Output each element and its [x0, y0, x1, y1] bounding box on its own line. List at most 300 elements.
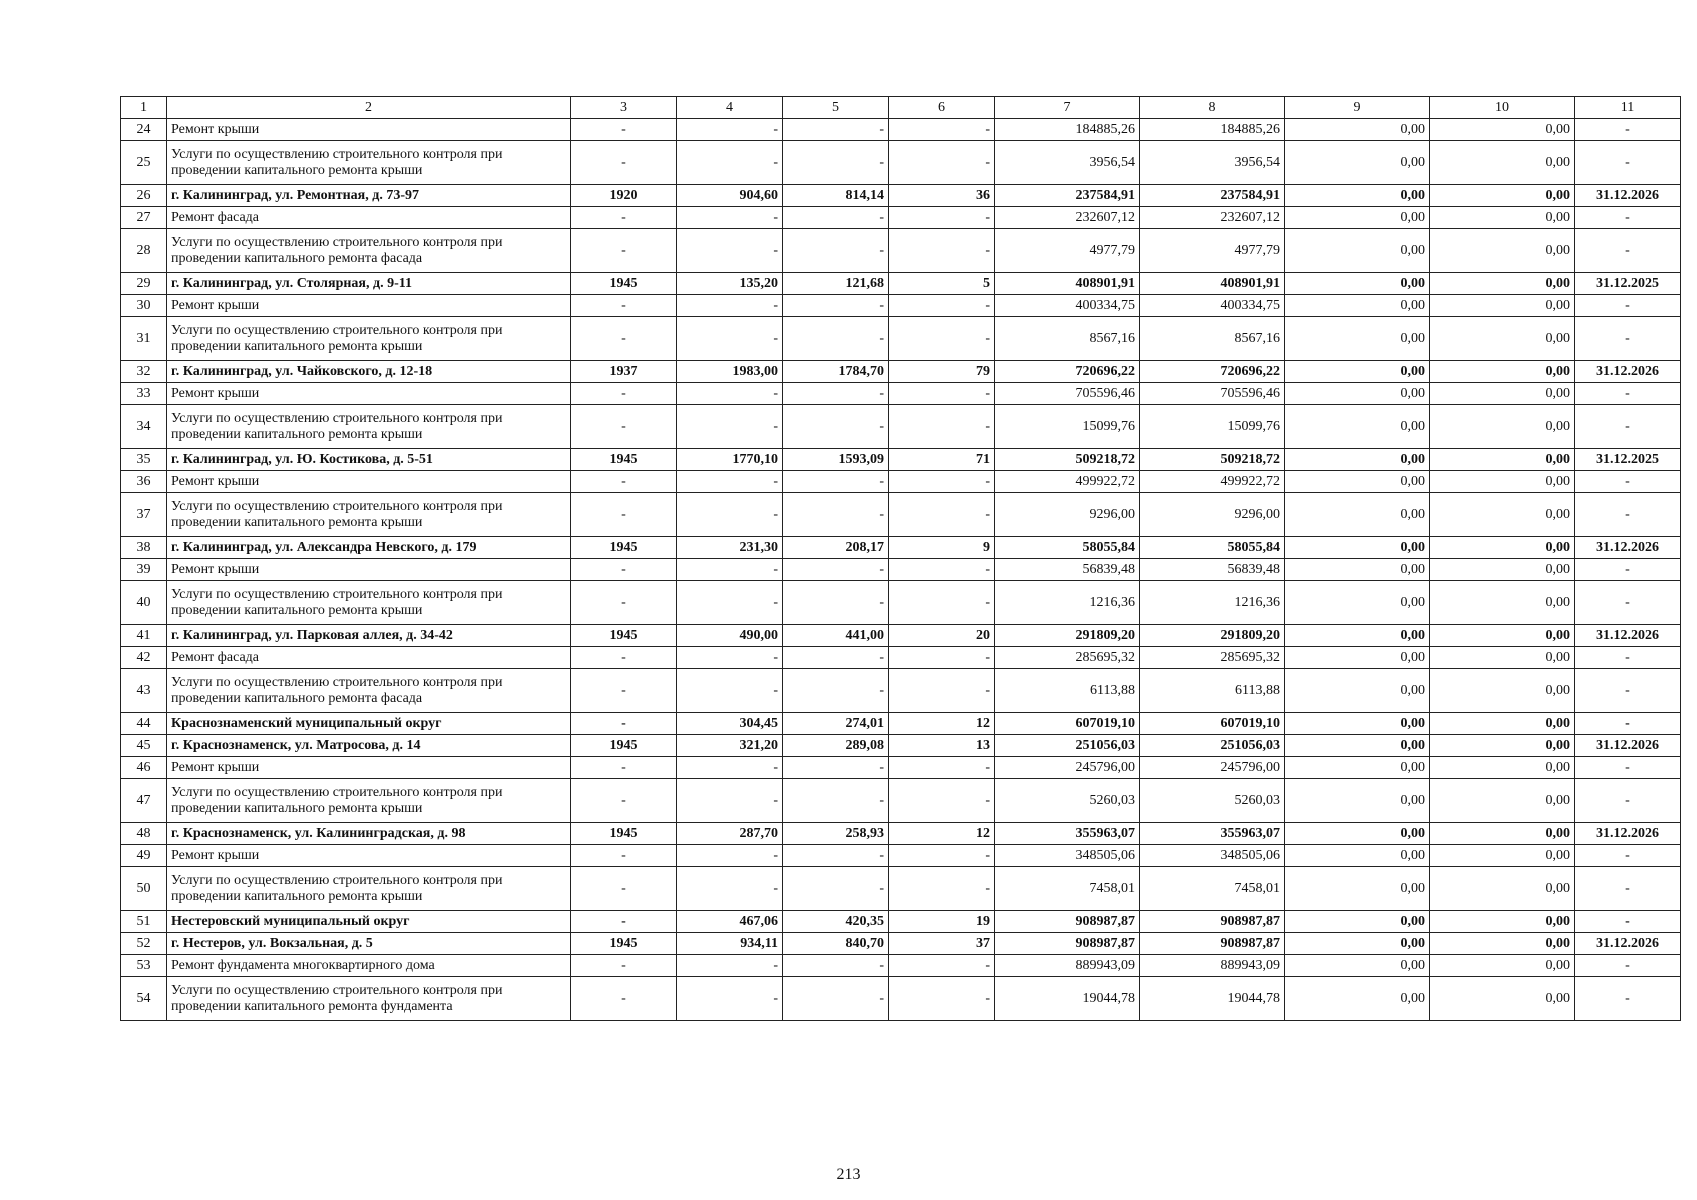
cell-col3: -	[571, 977, 677, 1021]
cell-col10: 0,00	[1430, 493, 1575, 537]
cell-col8: 237584,91	[1140, 185, 1285, 207]
cell-col4: -	[677, 317, 783, 361]
cell-col4: -	[677, 471, 783, 493]
table-row	[121, 493, 1681, 537]
cell-col7: 291809,20	[995, 625, 1140, 647]
cell-col7: 232607,12	[995, 207, 1140, 229]
cell-col8: 7458,01	[1140, 867, 1285, 911]
cell-col10: 0,00	[1430, 449, 1575, 471]
cell-col10: 0,00	[1430, 295, 1575, 317]
cell-col9: 0,00	[1285, 493, 1430, 537]
column-number: 7	[995, 97, 1140, 119]
cell-col10: 0,00	[1430, 383, 1575, 405]
cell-col3: 1945	[571, 933, 677, 955]
table-row	[121, 933, 1681, 955]
item-name: Ремонт крыши	[167, 295, 571, 317]
cell-col9: 0,00	[1285, 845, 1430, 867]
cell-col4: 1983,00	[677, 361, 783, 383]
capital-repair-table	[120, 96, 1681, 1021]
item-name: Нестеровский муниципальный округ	[167, 911, 571, 933]
column-number: 11	[1575, 97, 1681, 119]
cell-col5: 1784,70	[783, 361, 889, 383]
cell-col11: 31.12.2026	[1575, 537, 1681, 559]
cell-col11: -	[1575, 647, 1681, 669]
cell-col9: 0,00	[1285, 955, 1430, 977]
cell-col10: 0,00	[1430, 713, 1575, 735]
cell-col9: 0,00	[1285, 669, 1430, 713]
cell-col8: 705596,46	[1140, 383, 1285, 405]
row-number: 41	[121, 625, 167, 647]
cell-col9: 0,00	[1285, 185, 1430, 207]
cell-col3: -	[571, 911, 677, 933]
item-name: г. Нестеров, ул. Вокзальная, д. 5	[167, 933, 571, 955]
cell-col8: 291809,20	[1140, 625, 1285, 647]
cell-col4: -	[677, 229, 783, 273]
cell-col6: -	[889, 405, 995, 449]
cell-col6: 79	[889, 361, 995, 383]
cell-col4: 321,20	[677, 735, 783, 757]
row-number: 54	[121, 977, 167, 1021]
item-name: Ремонт фундамента многоквартирного дома	[167, 955, 571, 977]
table-row	[121, 669, 1681, 713]
cell-col7: 355963,07	[995, 823, 1140, 845]
cell-col11: -	[1575, 713, 1681, 735]
cell-col6: 12	[889, 823, 995, 845]
cell-col9: 0,00	[1285, 471, 1430, 493]
cell-col11: 31.12.2026	[1575, 361, 1681, 383]
cell-col3: -	[571, 559, 677, 581]
cell-col5: -	[783, 955, 889, 977]
cell-col3: -	[571, 207, 677, 229]
cell-col7: 400334,75	[995, 295, 1140, 317]
cell-col8: 355963,07	[1140, 823, 1285, 845]
cell-col5: -	[783, 207, 889, 229]
cell-col6: -	[889, 471, 995, 493]
cell-col9: 0,00	[1285, 295, 1430, 317]
cell-col9: 0,00	[1285, 537, 1430, 559]
cell-col4: -	[677, 383, 783, 405]
row-number: 35	[121, 449, 167, 471]
cell-col5: 1593,09	[783, 449, 889, 471]
row-number: 30	[121, 295, 167, 317]
column-number: 10	[1430, 97, 1575, 119]
cell-col6: 9	[889, 537, 995, 559]
cell-col4: -	[677, 119, 783, 141]
cell-col9: 0,00	[1285, 141, 1430, 185]
row-number: 36	[121, 471, 167, 493]
cell-col3: 1945	[571, 449, 677, 471]
table-row	[121, 273, 1681, 295]
item-name: Услуги по осуществлению строительного контроля при проведении капитального ремонта фасада	[167, 669, 571, 713]
cell-col3: 1945	[571, 735, 677, 757]
item-name: Услуги по осуществлению строительного контроля при проведении капитального ремонта фасада	[167, 229, 571, 273]
item-name: г. Калининград, ул. Ремонтная, д. 73-97	[167, 185, 571, 207]
cell-col7: 1216,36	[995, 581, 1140, 625]
cell-col5: 441,00	[783, 625, 889, 647]
cell-col10: 0,00	[1430, 647, 1575, 669]
cell-col7: 58055,84	[995, 537, 1140, 559]
table-row	[121, 955, 1681, 977]
cell-col3: -	[571, 581, 677, 625]
cell-col6: 12	[889, 713, 995, 735]
cell-col9: 0,00	[1285, 405, 1430, 449]
cell-col7: 705596,46	[995, 383, 1140, 405]
cell-col5: -	[783, 383, 889, 405]
cell-col6: -	[889, 647, 995, 669]
cell-col3: -	[571, 317, 677, 361]
row-number: 33	[121, 383, 167, 405]
cell-col3: 1945	[571, 537, 677, 559]
cell-col9: 0,00	[1285, 625, 1430, 647]
cell-col11: 31.12.2026	[1575, 823, 1681, 845]
cell-col10: 0,00	[1430, 229, 1575, 273]
cell-col6: 5	[889, 273, 995, 295]
cell-col7: 245796,00	[995, 757, 1140, 779]
item-name: Услуги по осуществлению строительного контроля при проведении капитального ремонта крыши	[167, 405, 571, 449]
cell-col9: 0,00	[1285, 581, 1430, 625]
cell-col5: -	[783, 405, 889, 449]
column-numbers-row	[121, 97, 1681, 119]
cell-col10: 0,00	[1430, 471, 1575, 493]
column-number: 4	[677, 97, 783, 119]
cell-col4: -	[677, 207, 783, 229]
cell-col3: -	[571, 383, 677, 405]
cell-col11: -	[1575, 955, 1681, 977]
cell-col8: 4977,79	[1140, 229, 1285, 273]
cell-col8: 19044,78	[1140, 977, 1285, 1021]
item-name: Услуги по осуществлению строительного контроля при проведении капитального ремонта крыши	[167, 317, 571, 361]
cell-col8: 5260,03	[1140, 779, 1285, 823]
row-number: 50	[121, 867, 167, 911]
cell-col9: 0,00	[1285, 933, 1430, 955]
cell-col9: 0,00	[1285, 735, 1430, 757]
cell-col4: -	[677, 405, 783, 449]
cell-col10: 0,00	[1430, 317, 1575, 361]
table-row	[121, 713, 1681, 735]
table-row	[121, 625, 1681, 647]
row-number: 25	[121, 141, 167, 185]
cell-col9: 0,00	[1285, 317, 1430, 361]
cell-col6: -	[889, 295, 995, 317]
cell-col11: -	[1575, 911, 1681, 933]
cell-col10: 0,00	[1430, 757, 1575, 779]
item-name: г. Калининград, ул. Чайковского, д. 12-18	[167, 361, 571, 383]
cell-col4: 304,45	[677, 713, 783, 735]
column-number: 5	[783, 97, 889, 119]
cell-col5: 420,35	[783, 911, 889, 933]
cell-col6: -	[889, 317, 995, 361]
cell-col9: 0,00	[1285, 361, 1430, 383]
cell-col10: 0,00	[1430, 911, 1575, 933]
cell-col11: -	[1575, 977, 1681, 1021]
item-name: г. Краснознаменск, ул. Калининградская, д. 98	[167, 823, 571, 845]
row-number: 37	[121, 493, 167, 537]
item-name: Услуги по осуществлению строительного контроля при проведении капитального ремонта крыши	[167, 493, 571, 537]
cell-col5: -	[783, 779, 889, 823]
column-number: 9	[1285, 97, 1430, 119]
cell-col6: -	[889, 581, 995, 625]
cell-col3: -	[571, 295, 677, 317]
cell-col6: -	[889, 779, 995, 823]
cell-col11: 31.12.2026	[1575, 185, 1681, 207]
cell-col8: 15099,76	[1140, 405, 1285, 449]
cell-col8: 400334,75	[1140, 295, 1285, 317]
cell-col4: 934,11	[677, 933, 783, 955]
cell-col8: 607019,10	[1140, 713, 1285, 735]
cell-col10: 0,00	[1430, 581, 1575, 625]
row-number: 42	[121, 647, 167, 669]
cell-col5: -	[783, 559, 889, 581]
cell-col4: 135,20	[677, 273, 783, 295]
cell-col8: 499922,72	[1140, 471, 1285, 493]
row-number: 27	[121, 207, 167, 229]
cell-col4: -	[677, 845, 783, 867]
cell-col10: 0,00	[1430, 207, 1575, 229]
row-number: 29	[121, 273, 167, 295]
cell-col11: 31.12.2025	[1575, 449, 1681, 471]
cell-col10: 0,00	[1430, 141, 1575, 185]
cell-col8: 9296,00	[1140, 493, 1285, 537]
cell-col9: 0,00	[1285, 229, 1430, 273]
cell-col3: -	[571, 713, 677, 735]
cell-col9: 0,00	[1285, 559, 1430, 581]
row-number: 24	[121, 119, 167, 141]
item-name: Услуги по осуществлению строительного контроля при проведении капитального ремонта фундамента	[167, 977, 571, 1021]
cell-col4: -	[677, 955, 783, 977]
cell-col10: 0,00	[1430, 977, 1575, 1021]
cell-col4: 287,70	[677, 823, 783, 845]
item-name: Услуги по осуществлению строительного контроля при проведении капитального ремонта крыши	[167, 581, 571, 625]
item-name: Услуги по осуществлению строительного контроля при проведении капитального ремонта крыши	[167, 867, 571, 911]
cell-col3: -	[571, 471, 677, 493]
cell-col5: 840,70	[783, 933, 889, 955]
cell-col6: -	[889, 207, 995, 229]
item-name: Ремонт крыши	[167, 559, 571, 581]
cell-col11: -	[1575, 471, 1681, 493]
cell-col5: -	[783, 317, 889, 361]
table-row	[121, 471, 1681, 493]
cell-col11: -	[1575, 405, 1681, 449]
cell-col6: -	[889, 119, 995, 141]
cell-col7: 509218,72	[995, 449, 1140, 471]
cell-col11: -	[1575, 207, 1681, 229]
cell-col4: -	[677, 757, 783, 779]
item-name: Ремонт фасада	[167, 207, 571, 229]
cell-col8: 6113,88	[1140, 669, 1285, 713]
cell-col7: 348505,06	[995, 845, 1140, 867]
cell-col6: -	[889, 669, 995, 713]
column-number: 3	[571, 97, 677, 119]
row-number: 31	[121, 317, 167, 361]
cell-col6: -	[889, 229, 995, 273]
table-row	[121, 361, 1681, 383]
cell-col7: 908987,87	[995, 911, 1140, 933]
item-name: Ремонт крыши	[167, 471, 571, 493]
column-number: 2	[167, 97, 571, 119]
item-name: Услуги по осуществлению строительного контроля при проведении капитального ремонта крыши	[167, 779, 571, 823]
cell-col7: 3956,54	[995, 141, 1140, 185]
cell-col6: -	[889, 955, 995, 977]
item-name: Ремонт крыши	[167, 757, 571, 779]
table-row	[121, 867, 1681, 911]
row-number: 53	[121, 955, 167, 977]
cell-col7: 6113,88	[995, 669, 1140, 713]
cell-col10: 0,00	[1430, 185, 1575, 207]
cell-col9: 0,00	[1285, 911, 1430, 933]
table-row	[121, 405, 1681, 449]
cell-col11: -	[1575, 229, 1681, 273]
cell-col9: 0,00	[1285, 383, 1430, 405]
cell-col4: 904,60	[677, 185, 783, 207]
row-number: 39	[121, 559, 167, 581]
row-number: 45	[121, 735, 167, 757]
cell-col4: -	[677, 977, 783, 1021]
cell-col8: 251056,03	[1140, 735, 1285, 757]
table-row	[121, 141, 1681, 185]
cell-col11: -	[1575, 383, 1681, 405]
cell-col5: -	[783, 471, 889, 493]
cell-col4: -	[677, 141, 783, 185]
cell-col3: 1945	[571, 823, 677, 845]
item-name: Ремонт крыши	[167, 383, 571, 405]
item-name: г. Калининград, ул. Парковая аллея, д. 34-42	[167, 625, 571, 647]
cell-col8: 889943,09	[1140, 955, 1285, 977]
cell-col10: 0,00	[1430, 273, 1575, 295]
cell-col5: -	[783, 867, 889, 911]
cell-col6: 37	[889, 933, 995, 955]
cell-col5: -	[783, 669, 889, 713]
cell-col7: 889943,09	[995, 955, 1140, 977]
column-number: 1	[121, 97, 167, 119]
cell-col10: 0,00	[1430, 559, 1575, 581]
item-name: Услуги по осуществлению строительного контроля при проведении капитального ремонта крыши	[167, 141, 571, 185]
cell-col9: 0,00	[1285, 867, 1430, 911]
cell-col9: 0,00	[1285, 119, 1430, 141]
cell-col6: 71	[889, 449, 995, 471]
table-row	[121, 229, 1681, 273]
item-name: г. Калининград, ул. Ю. Костикова, д. 5-51	[167, 449, 571, 471]
table-row	[121, 845, 1681, 867]
cell-col11: 31.12.2026	[1575, 933, 1681, 955]
cell-col11: -	[1575, 317, 1681, 361]
cell-col6: -	[889, 757, 995, 779]
cell-col5: -	[783, 757, 889, 779]
table-row	[121, 207, 1681, 229]
cell-col6: -	[889, 141, 995, 185]
cell-col4: 490,00	[677, 625, 783, 647]
cell-col11: -	[1575, 581, 1681, 625]
cell-col7: 251056,03	[995, 735, 1140, 757]
table-row	[121, 119, 1681, 141]
cell-col5: 258,93	[783, 823, 889, 845]
column-number: 8	[1140, 97, 1285, 119]
cell-col3: 1945	[571, 273, 677, 295]
row-number: 43	[121, 669, 167, 713]
cell-col7: 4977,79	[995, 229, 1140, 273]
cell-col10: 0,00	[1430, 845, 1575, 867]
cell-col4: -	[677, 295, 783, 317]
cell-col8: 232607,12	[1140, 207, 1285, 229]
cell-col3: -	[571, 229, 677, 273]
cell-col7: 607019,10	[995, 713, 1140, 735]
cell-col8: 245796,00	[1140, 757, 1285, 779]
cell-col8: 3956,54	[1140, 141, 1285, 185]
cell-col11: -	[1575, 757, 1681, 779]
table-row	[121, 449, 1681, 471]
cell-col9: 0,00	[1285, 647, 1430, 669]
cell-col5: 289,08	[783, 735, 889, 757]
cell-col9: 0,00	[1285, 823, 1430, 845]
item-name: Ремонт крыши	[167, 119, 571, 141]
cell-col7: 8567,16	[995, 317, 1140, 361]
cell-col5: -	[783, 977, 889, 1021]
cell-col3: 1945	[571, 625, 677, 647]
cell-col10: 0,00	[1430, 669, 1575, 713]
cell-col6: -	[889, 493, 995, 537]
column-number: 6	[889, 97, 995, 119]
cell-col7: 7458,01	[995, 867, 1140, 911]
cell-col5: -	[783, 119, 889, 141]
cell-col3: 1920	[571, 185, 677, 207]
cell-col5: 274,01	[783, 713, 889, 735]
cell-col8: 908987,87	[1140, 933, 1285, 955]
table-row	[121, 647, 1681, 669]
cell-col5: -	[783, 493, 889, 537]
cell-col6: -	[889, 845, 995, 867]
cell-col6: -	[889, 383, 995, 405]
cell-col10: 0,00	[1430, 867, 1575, 911]
table-body	[121, 119, 1681, 1021]
cell-col6: 13	[889, 735, 995, 757]
table-row	[121, 581, 1681, 625]
item-name: г. Калининград, ул. Александра Невского, д. 179	[167, 537, 571, 559]
table-row	[121, 383, 1681, 405]
table-row	[121, 779, 1681, 823]
cell-col7: 15099,76	[995, 405, 1140, 449]
cell-col5: 814,14	[783, 185, 889, 207]
cell-col11: -	[1575, 845, 1681, 867]
table-row	[121, 537, 1681, 559]
cell-col10: 0,00	[1430, 779, 1575, 823]
cell-col11: -	[1575, 867, 1681, 911]
cell-col3: -	[571, 119, 677, 141]
cell-col7: 720696,22	[995, 361, 1140, 383]
row-number: 28	[121, 229, 167, 273]
cell-col8: 1216,36	[1140, 581, 1285, 625]
page-number: 213	[836, 1166, 861, 1183]
cell-col9: 0,00	[1285, 207, 1430, 229]
table-row	[121, 735, 1681, 757]
cell-col5: -	[783, 295, 889, 317]
cell-col5: -	[783, 647, 889, 669]
cell-col6: 36	[889, 185, 995, 207]
cell-col3: -	[571, 955, 677, 977]
cell-col4: 231,30	[677, 537, 783, 559]
cell-col6: 19	[889, 911, 995, 933]
cell-col11: -	[1575, 141, 1681, 185]
cell-col5: 121,68	[783, 273, 889, 295]
cell-col3: 1937	[571, 361, 677, 383]
cell-col11: -	[1575, 779, 1681, 823]
row-number: 44	[121, 713, 167, 735]
cell-col9: 0,00	[1285, 713, 1430, 735]
cell-col11: -	[1575, 493, 1681, 537]
cell-col7: 285695,32	[995, 647, 1140, 669]
cell-col7: 499922,72	[995, 471, 1140, 493]
cell-col3: -	[571, 405, 677, 449]
cell-col10: 0,00	[1430, 361, 1575, 383]
cell-col11: -	[1575, 669, 1681, 713]
